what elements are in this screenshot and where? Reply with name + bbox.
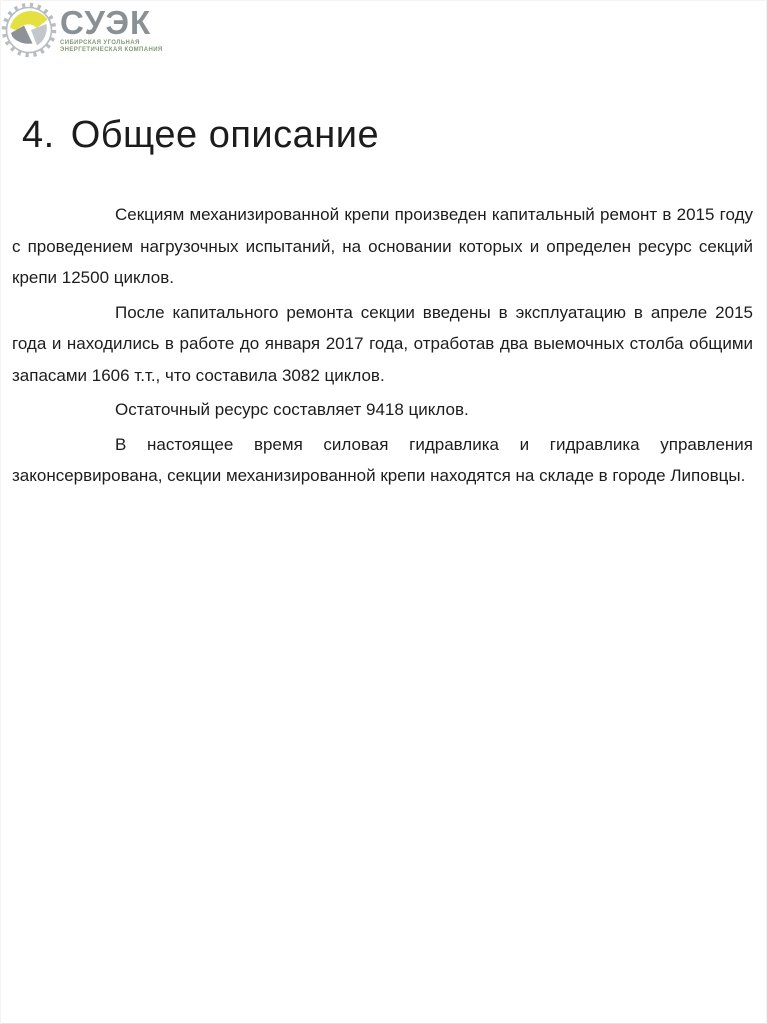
paragraph-operation-history: После капитального ремонта секции введены в эксплуатацию в апреле 2015 года и находились в работе до января 2017 года, отработав два выемочных столба общими запасами 1606 т.т., что составила 3082 циклов. <box>12 302 753 385</box>
body-text <box>12 199 753 495</box>
suek-gear-icon <box>1 2 57 58</box>
logo-brand-text: СУЭК <box>60 4 152 41</box>
paragraph-residual-resource: Остаточный ресурс составляет 9418 циклов. <box>115 400 469 419</box>
logo-tagline-line1: СИБИРСКАЯ УГОЛЬНАЯ <box>60 40 140 46</box>
paragraph-repair-2015: Секциям механизированной крепи произведен капитальный ремонт в 2015 году с проведением нагрузочных испытаний, на основании которых и определен ресурс секций крепи 12500 циклов. <box>12 205 753 287</box>
page-title <box>22 112 379 158</box>
heading-text: Общее описание <box>70 114 380 156</box>
logo-text-block <box>60 2 163 54</box>
logo-tagline-line2: ЭНЕРГЕТИЧЕСКАЯ КОМПАНИЯ <box>60 47 163 53</box>
heading-number: 4. <box>22 114 55 156</box>
logo-tagline <box>60 40 163 54</box>
paragraph-current-status: В настоящее время силовая гидравлика и гидравлика управления законсервирована, секции механизированной крепи находятся на складе в городе Липовцы. <box>12 434 753 485</box>
suek-logo <box>1 2 163 58</box>
